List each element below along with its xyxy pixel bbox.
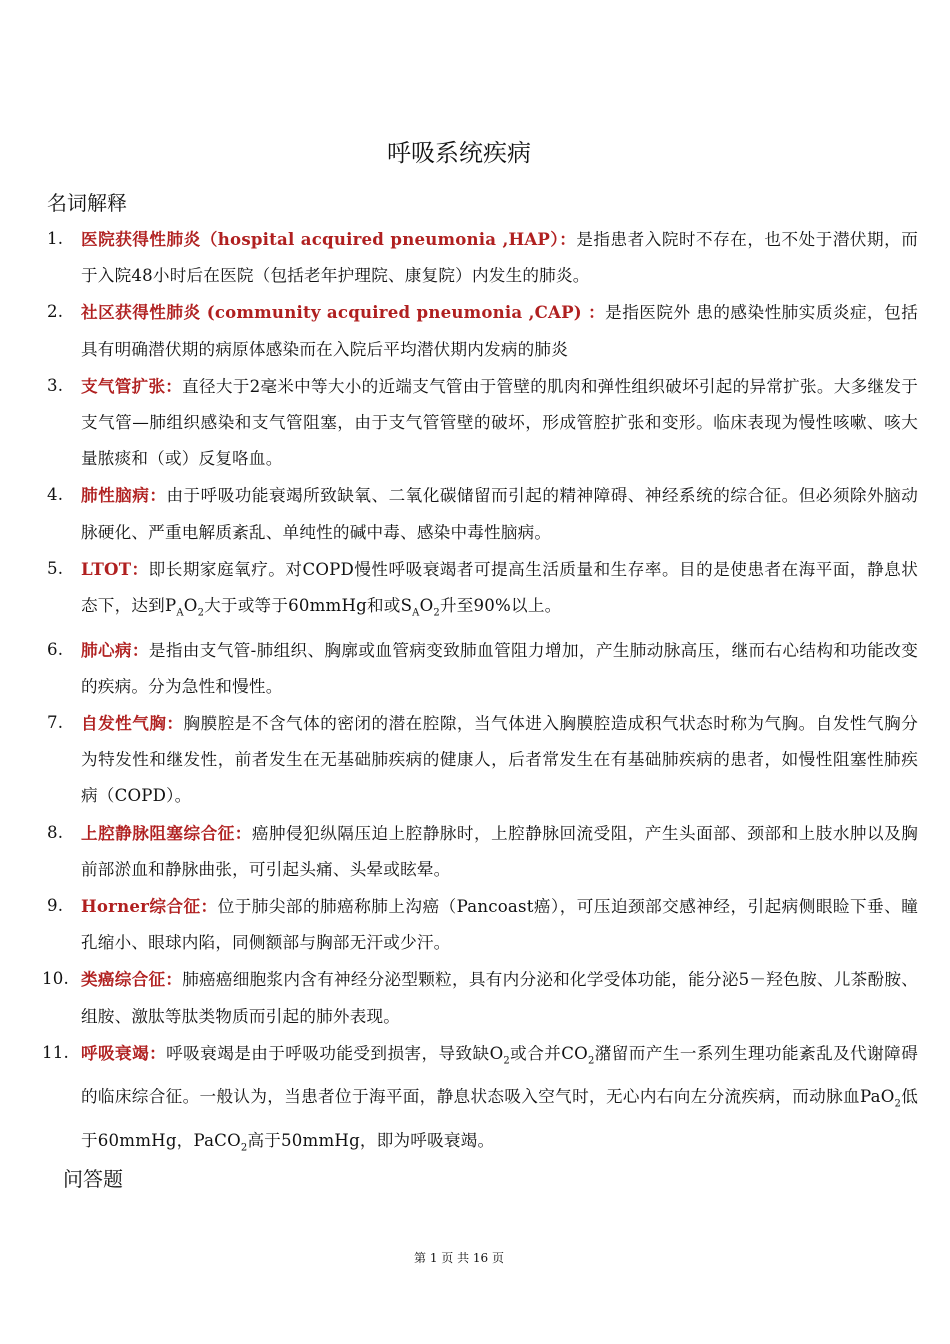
item-term: 呼吸衰竭： [81, 1042, 167, 1063]
item-definition: 癌肿侵犯纵隔压迫上腔静脉时，上腔静脉回流受阻，产生头面部、颈部和上肢水肿以及胸前部淤血和静脉曲张，可引起头痛、头晕或眩晕。 [81, 823, 918, 879]
item-term: Horner综合征： [81, 895, 218, 916]
list-item [0, 477, 918, 550]
list-item [0, 815, 918, 888]
list-item [0, 961, 918, 1034]
item-number: 1. [47, 229, 64, 248]
list-item [0, 368, 918, 478]
item-term: 肺性脑病： [81, 485, 167, 506]
item-term: 肺心病： [81, 639, 149, 660]
list-item [0, 888, 918, 961]
item-definition: 肺癌癌细胞浆内含有神经分泌型颗粒，具有内分泌和化学受体功能，能分泌5－羟色胺、儿茶酚胺、组胺、激肽等肽类物质而引起的肺外表现。 [81, 970, 918, 1026]
item-definition: 呼吸衰竭是由于呼吸功能受到损害，导致缺$O_2$或合并$CO_2$潴留而产生一系列生理功能紊乱及代谢障碍的临床综合征。一般认为，当患者位于海平面，静息状态吸入空气时，无心内右向左分流疾病，而动脉血PaO$_2$低于60mmHg，PaCO$_2$高于50mmHg，即为呼吸衰竭。 [81, 1043, 918, 1154]
item-definition: 是指患者入院时不存在，也不处于潜伏期，而于入院48小时后在医院（包括老年护理院、康复院）内发生的肺炎。 [81, 230, 919, 286]
term-list [0, 221, 918, 1166]
item-term: LTOT： [81, 558, 149, 579]
item-definition: 即长期家庭氧疗。对COPD慢性呼吸衰竭者可提高生活质量和生存率。目的是使患者在海平面，静息状态下，达到$P_AO_2$大于或等于60mmHg和或$S_AO_2$升至90%以上。 [81, 559, 918, 619]
section-heading-terms: 名词解释 [47, 191, 127, 215]
item-number: 5. [47, 558, 64, 578]
item-number: 3. [47, 375, 64, 395]
item-term: 支气管扩张： [81, 375, 183, 396]
list-item [0, 1035, 918, 1167]
item-number: 8. [47, 822, 64, 842]
list-item [0, 551, 918, 632]
item-term: 医院获得性肺炎（hospital acquired pneumonia ,HAP）： [81, 229, 577, 249]
item-number: 7. [47, 712, 64, 732]
item-definition: 直径大于2毫米中等大小的近端支气管由于管壁的肌肉和弹性组织破坏引起的异常扩张。大多继发于支气管—肺组织感染和支气管阻塞，由于支气管管壁的破坏，形成管腔扩张和变形。临床表现为慢性咳嗽、咳大量脓痰和（或）反复咯血。 [81, 376, 918, 469]
item-term: 社区获得性肺炎 (community acquired pneumonia ,CAP) ： [81, 302, 606, 323]
item-number: 4. [47, 485, 64, 505]
item-definition: 是指医院外 患的感染性肺实质炎症，包括具有明确潜伏期的病原体感染而在入院后平均潜伏期内发病的肺炎 [81, 303, 918, 359]
item-number: 9. [47, 895, 64, 915]
item-number: 11. [42, 1042, 69, 1062]
item-term: 类癌综合征： [81, 969, 183, 990]
item-term: 上腔静脉阻塞综合征： [81, 822, 252, 843]
item-definition: 是指由支气管-肺组织、胸廓或血管病变致肺血管阻力增加，产生肺动脉高压，继而右心结构和功能改变的疾病。分为急性和慢性。 [81, 640, 918, 696]
page-title: 呼吸系统疾病 [387, 139, 531, 167]
item-number: 10. [42, 969, 69, 989]
item-term: 自发性气胸： [81, 712, 184, 733]
item-definition: 胸膜腔是不含气体的密闭的潜在腔隙，当气体进入胸膜腔造成积气状态时称为气胸。自发性气胸分为特发性和继发性，前者发生在无基础肺疾病的健康人，后者常发生在有基础肺疾病的患者，如慢性阻塞性肺疾病（COPD）。 [81, 713, 918, 806]
list-item [0, 221, 918, 294]
item-definition: 位于肺尖部的肺癌称肺上沟癌（Pancoast癌），可压迫颈部交感神经，引起病侧眼睑下垂、瞳孔缩小、眼球内陷，同侧额部与胸部无汗或少汗。 [81, 896, 918, 953]
section-heading-qa: 问答题 [63, 1167, 123, 1191]
list-item [0, 705, 918, 815]
list-item [0, 294, 918, 367]
item-definition: 由于呼吸功能衰竭所致缺氧、二氧化碳储留而引起的精神障碍、神经系统的综合征。但必须除外脑动脉硬化、严重电解质紊乱、单纯性的碱中毒、感染中毒性脑病。 [81, 486, 918, 542]
item-number: 2. [47, 302, 64, 322]
page-footer: 第 1 页 共 16 页 [414, 1251, 504, 1265]
item-number: 6. [47, 639, 64, 659]
list-item [0, 632, 918, 705]
